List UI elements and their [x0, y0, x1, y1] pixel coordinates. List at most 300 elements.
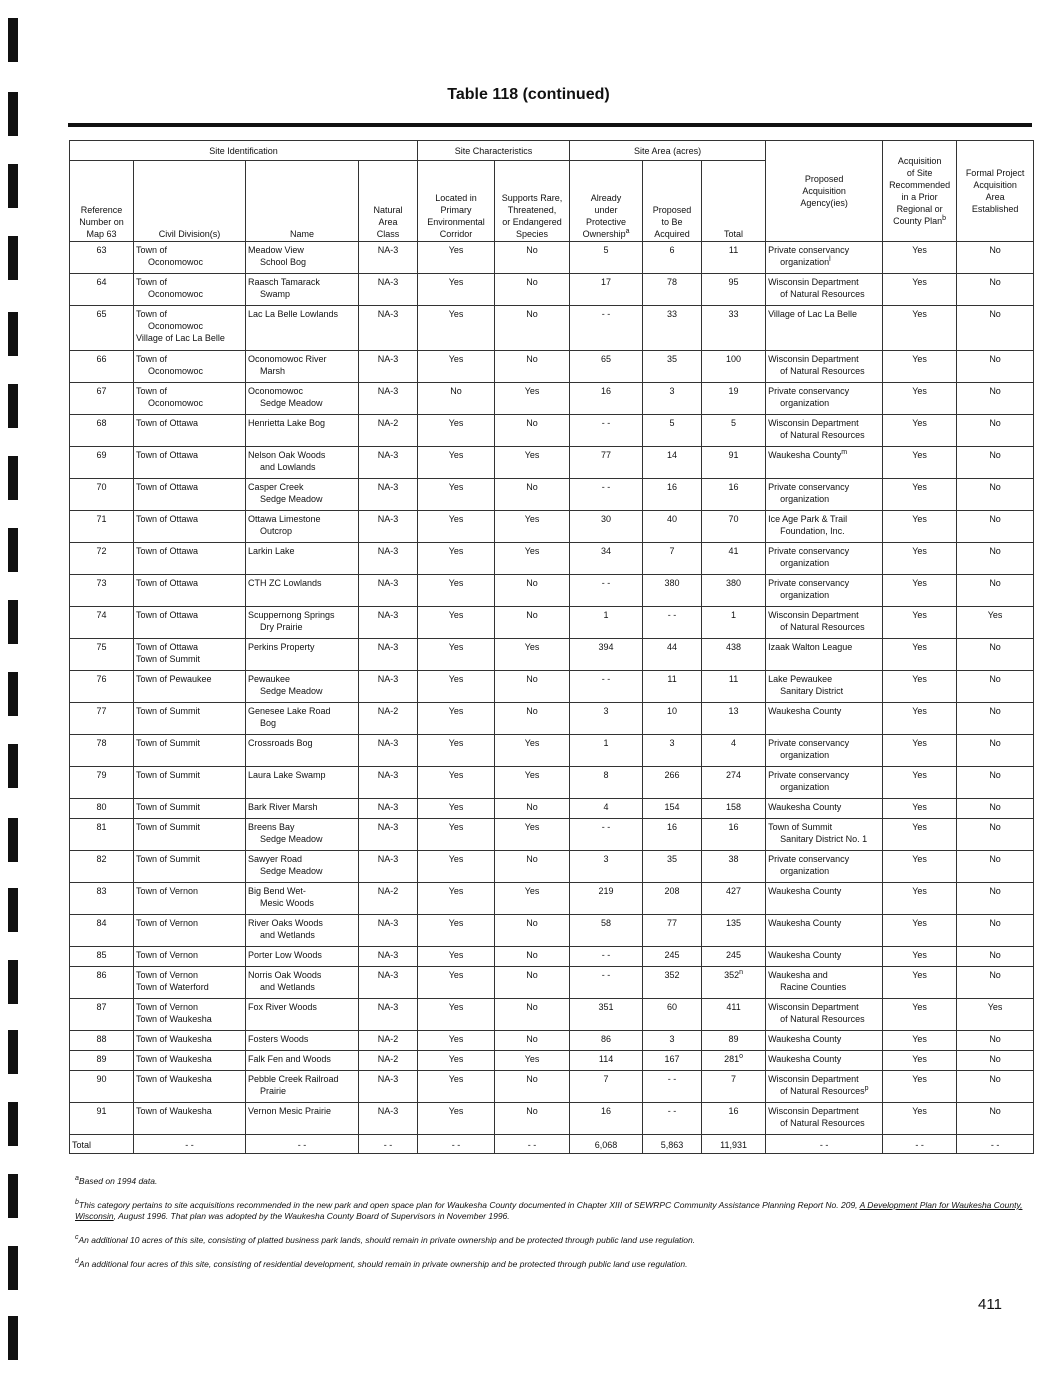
- table-row: [70, 274, 1034, 306]
- cell-prior-plan: Yes: [883, 851, 957, 883]
- cell-species: No: [495, 967, 570, 999]
- cell-reference: 84: [70, 915, 134, 947]
- cell-total: 281$^o$: [702, 1051, 766, 1071]
- cell-natural-area-class: NA-3: [359, 799, 418, 819]
- cell-reference: 90: [70, 1071, 134, 1103]
- group-header-site-characteristics: Site Characteristics: [418, 141, 570, 161]
- table-row: [70, 767, 1034, 799]
- cell-civil-division: Town of Summit: [134, 767, 246, 799]
- binding-margin: [0, 0, 22, 1379]
- table-row: [70, 383, 1034, 415]
- cell-name: Genesee Lake Road Bog: [246, 703, 359, 735]
- cell-corridor: Yes: [418, 511, 495, 543]
- table-row: [70, 851, 1034, 883]
- table-row: [70, 671, 1034, 703]
- col-header-ownership: Already under Protective Ownership$^a$: [570, 161, 643, 242]
- cell-proposed: 16: [643, 479, 702, 511]
- cell-reference: 74: [70, 607, 134, 639]
- cell-species: No: [495, 915, 570, 947]
- cell-ownership: - -: [570, 967, 643, 999]
- cell-agency: Private conservancy organization: [766, 767, 883, 799]
- total-cell-spec: - -: [495, 1135, 570, 1154]
- footnote-d: $^d$An additional four acres of this site, consisting of residential development, should remain in private ownership and be protected through public land use regulation.: [75, 1258, 688, 1269]
- cell-corridor: Yes: [418, 543, 495, 575]
- cell-reference: 75: [70, 639, 134, 671]
- total-row: [70, 1135, 1034, 1154]
- binding-mark: [8, 1246, 18, 1290]
- cell-proposed: 33: [643, 306, 702, 351]
- cell-total: 19: [702, 383, 766, 415]
- cell-agency: Wisconsin Department of Natural Resources: [766, 415, 883, 447]
- cell-corridor: Yes: [418, 1031, 495, 1051]
- cell-corridor: Yes: [418, 1071, 495, 1103]
- total-cell-civil: - -: [134, 1135, 246, 1154]
- footnote-c: $^c$An additional 10 acres of this site, consisting of platted business park lands, should remain in private ownership and be protected through public land use regulation.: [75, 1234, 696, 1245]
- cell-species: No: [495, 671, 570, 703]
- cell-prior-plan: Yes: [883, 1103, 957, 1135]
- cell-prior-plan: Yes: [883, 1031, 957, 1051]
- cell-agency: Waukesha County: [766, 1031, 883, 1051]
- cell-civil-division: Town of Ottawa: [134, 479, 246, 511]
- cell-reference: 77: [70, 703, 134, 735]
- cell-prior-plan: Yes: [883, 306, 957, 351]
- cell-proposed: 77: [643, 915, 702, 947]
- footnotes: [75, 1176, 1035, 1283]
- cell-natural-area-class: NA-3: [359, 383, 418, 415]
- cell-civil-division: Town of Vernon Town of Waterford: [134, 967, 246, 999]
- cell-prior-plan: Yes: [883, 1051, 957, 1071]
- cell-prior-plan: Yes: [883, 1071, 957, 1103]
- cell-prior-plan: Yes: [883, 274, 957, 306]
- cell-formal-project: No: [957, 1051, 1034, 1071]
- cell-species: No: [495, 479, 570, 511]
- cell-proposed: 16: [643, 819, 702, 851]
- cell-corridor: Yes: [418, 306, 495, 351]
- cell-corridor: Yes: [418, 575, 495, 607]
- cell-formal-project: Yes: [957, 607, 1034, 639]
- cell-prior-plan: Yes: [883, 671, 957, 703]
- cell-reference: 81: [70, 819, 134, 851]
- cell-prior-plan: Yes: [883, 607, 957, 639]
- table-row: [70, 947, 1034, 967]
- cell-name: Falk Fen and Woods: [246, 1051, 359, 1071]
- cell-prior-plan: Yes: [883, 703, 957, 735]
- cell-natural-area-class: NA-3: [359, 671, 418, 703]
- cell-civil-division: Town of Vernon: [134, 947, 246, 967]
- cell-name: Breens Bay Sedge Meadow: [246, 819, 359, 851]
- table-row: [70, 703, 1034, 735]
- cell-name: Oconomowoc Sedge Meadow: [246, 383, 359, 415]
- data-table: [69, 140, 1034, 1154]
- table-row: [70, 1051, 1034, 1071]
- cell-proposed: 3: [643, 383, 702, 415]
- cell-formal-project: No: [957, 479, 1034, 511]
- cell-total: 5: [702, 415, 766, 447]
- cell-species: No: [495, 1071, 570, 1103]
- cell-civil-division: Town of Ottawa: [134, 543, 246, 575]
- cell-agency: Private conservancy organization: [766, 851, 883, 883]
- cell-species: Yes: [495, 819, 570, 851]
- total-cell-label: Total: [70, 1135, 134, 1154]
- table-row: [70, 351, 1034, 383]
- table-row: [70, 511, 1034, 543]
- cell-agency: Wisconsin Department of Natural Resources: [766, 1103, 883, 1135]
- cell-ownership: - -: [570, 415, 643, 447]
- cell-ownership: 5: [570, 242, 643, 274]
- cell-formal-project: No: [957, 1071, 1034, 1103]
- binding-mark: [8, 744, 18, 788]
- cell-proposed: - -: [643, 1103, 702, 1135]
- col-header-prior-plan: Acquisition of Site Recommended in a Prior Regional or County Plan$^b$: [883, 141, 957, 242]
- cell-proposed: 60: [643, 999, 702, 1031]
- cell-prior-plan: Yes: [883, 735, 957, 767]
- cell-name: Sawyer Road Sedge Meadow: [246, 851, 359, 883]
- cell-total: 411: [702, 999, 766, 1031]
- cell-reference: 76: [70, 671, 134, 703]
- cell-name: Nelson Oak Woods and Lowlands: [246, 447, 359, 479]
- cell-proposed: 380: [643, 575, 702, 607]
- binding-mark: [8, 312, 18, 356]
- cell-agency: Private conservancy organization: [766, 479, 883, 511]
- cell-total: 16: [702, 479, 766, 511]
- cell-corridor: Yes: [418, 351, 495, 383]
- cell-ownership: 351: [570, 999, 643, 1031]
- total-cell-corr: - -: [418, 1135, 495, 1154]
- cell-species: Yes: [495, 543, 570, 575]
- cell-name: Perkins Property: [246, 639, 359, 671]
- table-row: [70, 1031, 1034, 1051]
- cell-name: Bark River Marsh: [246, 799, 359, 819]
- cell-civil-division: Town of Ottawa: [134, 575, 246, 607]
- binding-mark: [8, 818, 18, 862]
- cell-corridor: Yes: [418, 479, 495, 511]
- cell-natural-area-class: NA-3: [359, 306, 418, 351]
- cell-prior-plan: Yes: [883, 947, 957, 967]
- cell-corridor: Yes: [418, 415, 495, 447]
- table-row: [70, 639, 1034, 671]
- cell-prior-plan: Yes: [883, 819, 957, 851]
- total-cell-prop: 5,863: [643, 1135, 702, 1154]
- cell-name: Casper Creek Sedge Meadow: [246, 479, 359, 511]
- cell-name: Lac La Belle Lowlands: [246, 306, 359, 351]
- cell-name: CTH ZC Lowlands: [246, 575, 359, 607]
- cell-ownership: 114: [570, 1051, 643, 1071]
- cell-total: 16: [702, 1103, 766, 1135]
- cell-agency: Waukesha County: [766, 883, 883, 915]
- cell-natural-area-class: NA-3: [359, 607, 418, 639]
- cell-proposed: 40: [643, 511, 702, 543]
- table-row: [70, 1071, 1034, 1103]
- cell-natural-area-class: NA-3: [359, 735, 418, 767]
- cell-formal-project: No: [957, 947, 1034, 967]
- cell-name: Scuppernong Springs Dry Prairie: [246, 607, 359, 639]
- cell-formal-project: No: [957, 511, 1034, 543]
- cell-reference: 89: [70, 1051, 134, 1071]
- cell-ownership: 16: [570, 1103, 643, 1135]
- table-row: [70, 883, 1034, 915]
- cell-formal-project: No: [957, 967, 1034, 999]
- cell-civil-division: Town of Pewaukee: [134, 671, 246, 703]
- cell-corridor: Yes: [418, 999, 495, 1031]
- cell-corridor: Yes: [418, 799, 495, 819]
- cell-reference: 69: [70, 447, 134, 479]
- cell-formal-project: No: [957, 735, 1034, 767]
- cell-reference: 79: [70, 767, 134, 799]
- cell-proposed: - -: [643, 607, 702, 639]
- cell-proposed: 352: [643, 967, 702, 999]
- cell-species: No: [495, 999, 570, 1031]
- cell-total: 438: [702, 639, 766, 671]
- cell-formal-project: No: [957, 447, 1034, 479]
- cell-total: 91: [702, 447, 766, 479]
- cell-natural-area-class: NA-3: [359, 851, 418, 883]
- cell-ownership: - -: [570, 575, 643, 607]
- cell-proposed: 35: [643, 351, 702, 383]
- table-row: [70, 799, 1034, 819]
- cell-reference: 63: [70, 242, 134, 274]
- cell-species: No: [495, 575, 570, 607]
- cell-total: 4: [702, 735, 766, 767]
- col-header-agency: Proposed Acquisition Agency(ies): [766, 141, 883, 242]
- cell-total: 352$^n$: [702, 967, 766, 999]
- cell-reference: 86: [70, 967, 134, 999]
- col-header-species: Supports Rare, Threatened, or Endangered Species: [495, 161, 570, 242]
- cell-species: No: [495, 799, 570, 819]
- binding-mark: [8, 236, 18, 280]
- cell-agency: Wisconsin Department of Natural Resources$^p$: [766, 1071, 883, 1103]
- cell-agency: Wisconsin Department of Natural Resources: [766, 351, 883, 383]
- cell-civil-division: Town of Ottawa: [134, 607, 246, 639]
- cell-formal-project: No: [957, 671, 1034, 703]
- cell-species: No: [495, 947, 570, 967]
- cell-species: Yes: [495, 735, 570, 767]
- cell-corridor: Yes: [418, 819, 495, 851]
- cell-formal-project: No: [957, 639, 1034, 671]
- cell-ownership: 58: [570, 915, 643, 947]
- cell-corridor: Yes: [418, 767, 495, 799]
- cell-name: Larkin Lake: [246, 543, 359, 575]
- table-row: [70, 1103, 1034, 1135]
- cell-agency: Waukesha County$^m$: [766, 447, 883, 479]
- cell-total: 95: [702, 274, 766, 306]
- cell-name: Oconomowoc River Marsh: [246, 351, 359, 383]
- cell-corridor: Yes: [418, 1103, 495, 1135]
- cell-natural-area-class: NA-2: [359, 883, 418, 915]
- cell-natural-area-class: NA-3: [359, 1071, 418, 1103]
- cell-natural-area-class: NA-3: [359, 967, 418, 999]
- cell-ownership: - -: [570, 479, 643, 511]
- cell-civil-division: Town of Oconomowoc Village of Lac La Belle: [134, 306, 246, 351]
- cell-reference: 65: [70, 306, 134, 351]
- cell-ownership: 3: [570, 703, 643, 735]
- cell-total: 38: [702, 851, 766, 883]
- total-cell-cls: - -: [359, 1135, 418, 1154]
- table-row: [70, 735, 1034, 767]
- cell-name: Big Bend Wet- Mesic Woods: [246, 883, 359, 915]
- cell-natural-area-class: NA-3: [359, 242, 418, 274]
- cell-formal-project: No: [957, 851, 1034, 883]
- cell-reference: 82: [70, 851, 134, 883]
- cell-species: Yes: [495, 1051, 570, 1071]
- cell-ownership: 1: [570, 607, 643, 639]
- cell-species: No: [495, 415, 570, 447]
- cell-species: No: [495, 274, 570, 306]
- cell-corridor: Yes: [418, 447, 495, 479]
- cell-ownership: - -: [570, 671, 643, 703]
- cell-prior-plan: Yes: [883, 479, 957, 511]
- cell-agency: Izaak Walton League: [766, 639, 883, 671]
- cell-name: Fosters Woods: [246, 1031, 359, 1051]
- cell-natural-area-class: NA-3: [359, 767, 418, 799]
- cell-ownership: 1: [570, 735, 643, 767]
- cell-name: Pewaukee Sedge Meadow: [246, 671, 359, 703]
- cell-prior-plan: Yes: [883, 799, 957, 819]
- cell-civil-division: Town of Waukesha: [134, 1071, 246, 1103]
- cell-reference: 68: [70, 415, 134, 447]
- binding-mark: [8, 1174, 18, 1218]
- cell-proposed: 78: [643, 274, 702, 306]
- cell-ownership: 4: [570, 799, 643, 819]
- cell-species: Yes: [495, 767, 570, 799]
- cell-total: 89: [702, 1031, 766, 1051]
- cell-corridor: Yes: [418, 947, 495, 967]
- cell-species: No: [495, 351, 570, 383]
- cell-ownership: 77: [570, 447, 643, 479]
- cell-agency: Private conservancy organization: [766, 543, 883, 575]
- cell-agency: Waukesha County: [766, 703, 883, 735]
- cell-proposed: 3: [643, 735, 702, 767]
- cell-prior-plan: Yes: [883, 575, 957, 607]
- cell-natural-area-class: NA-3: [359, 819, 418, 851]
- cell-natural-area-class: NA-3: [359, 915, 418, 947]
- cell-prior-plan: Yes: [883, 511, 957, 543]
- cell-agency: Private conservancy organization: [766, 383, 883, 415]
- cell-formal-project: No: [957, 819, 1034, 851]
- cell-corridor: Yes: [418, 703, 495, 735]
- cell-civil-division: Town of Oconomowoc: [134, 351, 246, 383]
- cell-natural-area-class: NA-3: [359, 543, 418, 575]
- cell-reference: 71: [70, 511, 134, 543]
- cell-agency: Town of Summit Sanitary District No. 1: [766, 819, 883, 851]
- cell-civil-division: Town of Waukesha: [134, 1103, 246, 1135]
- cell-civil-division: Town of Vernon: [134, 883, 246, 915]
- cell-civil-division: Town of Waukesha: [134, 1031, 246, 1051]
- cell-prior-plan: Yes: [883, 447, 957, 479]
- cell-prior-plan: Yes: [883, 915, 957, 947]
- cell-ownership: 17: [570, 274, 643, 306]
- cell-ownership: 34: [570, 543, 643, 575]
- cell-proposed: 245: [643, 947, 702, 967]
- cell-total: 16: [702, 819, 766, 851]
- cell-natural-area-class: NA-3: [359, 1103, 418, 1135]
- cell-civil-division: Town of Vernon: [134, 915, 246, 947]
- cell-natural-area-class: NA-2: [359, 1051, 418, 1071]
- cell-ownership: - -: [570, 306, 643, 351]
- cell-total: 70: [702, 511, 766, 543]
- cell-name: Vernon Mesic Prairie: [246, 1103, 359, 1135]
- cell-formal-project: No: [957, 703, 1034, 735]
- cell-prior-plan: Yes: [883, 383, 957, 415]
- total-cell-own: 6,068: [570, 1135, 643, 1154]
- cell-total: 33: [702, 306, 766, 351]
- cell-proposed: 7: [643, 543, 702, 575]
- col-header-civil-division: Civil Division(s): [134, 161, 246, 242]
- cell-agency: Private conservancy organization$^l$: [766, 242, 883, 274]
- cell-ownership: 65: [570, 351, 643, 383]
- cell-species: Yes: [495, 639, 570, 671]
- cell-reference: 72: [70, 543, 134, 575]
- cell-total: 245: [702, 947, 766, 967]
- cell-reference: 80: [70, 799, 134, 819]
- table-row: [70, 999, 1034, 1031]
- page-number: 411: [978, 1296, 1002, 1313]
- cell-prior-plan: Yes: [883, 351, 957, 383]
- cell-reference: 67: [70, 383, 134, 415]
- cell-ownership: 219: [570, 883, 643, 915]
- binding-mark: [8, 1102, 18, 1146]
- cell-total: 13: [702, 703, 766, 735]
- binding-mark: [8, 1316, 18, 1360]
- cell-prior-plan: Yes: [883, 883, 957, 915]
- cell-name: Crossroads Bog: [246, 735, 359, 767]
- cell-ownership: 8: [570, 767, 643, 799]
- cell-name: Ottawa Limestone Outcrop: [246, 511, 359, 543]
- table-row: [70, 819, 1034, 851]
- cell-corridor: Yes: [418, 883, 495, 915]
- cell-agency: Wisconsin Department of Natural Resources: [766, 274, 883, 306]
- cell-natural-area-class: NA-3: [359, 999, 418, 1031]
- cell-ownership: 86: [570, 1031, 643, 1051]
- cell-reference: 78: [70, 735, 134, 767]
- cell-corridor: Yes: [418, 242, 495, 274]
- cell-agency: Waukesha County: [766, 915, 883, 947]
- cell-civil-division: Town of Summit: [134, 703, 246, 735]
- cell-civil-division: Town of Summit: [134, 735, 246, 767]
- col-header-total: Total: [702, 161, 766, 242]
- cell-species: Yes: [495, 511, 570, 543]
- cell-total: 135: [702, 915, 766, 947]
- cell-proposed: 208: [643, 883, 702, 915]
- cell-reference: 91: [70, 1103, 134, 1135]
- cell-proposed: 154: [643, 799, 702, 819]
- cell-natural-area-class: NA-3: [359, 479, 418, 511]
- binding-mark: [8, 528, 18, 572]
- cell-name: Meadow View School Bog: [246, 242, 359, 274]
- cell-natural-area-class: NA-2: [359, 415, 418, 447]
- cell-corridor: Yes: [418, 274, 495, 306]
- cell-species: Yes: [495, 383, 570, 415]
- cell-total: 158: [702, 799, 766, 819]
- cell-name: Porter Low Woods: [246, 947, 359, 967]
- cell-formal-project: No: [957, 306, 1034, 351]
- cell-corridor: Yes: [418, 1051, 495, 1071]
- cell-species: No: [495, 1103, 570, 1135]
- footnote-b: $^b$This category pertains to site acquisitions recommended in the new park and open space plan for Waukesha County documented in Chapter XIII of SEWRPC Community Assistance Planning Report No. 209, A Development Plan for Waukesha County, Wisconsin, August 1996. That plan was adopted by the Waukesha County Board of Supervisors in November 1996.: [75, 1199, 1023, 1221]
- binding-mark: [8, 672, 18, 716]
- cell-formal-project: No: [957, 767, 1034, 799]
- table-row: [70, 415, 1034, 447]
- cell-prior-plan: Yes: [883, 999, 957, 1031]
- cell-total: 274: [702, 767, 766, 799]
- cell-ownership: 394: [570, 639, 643, 671]
- cell-formal-project: No: [957, 799, 1034, 819]
- cell-name: Pebble Creek Railroad Prairie: [246, 1071, 359, 1103]
- cell-proposed: 266: [643, 767, 702, 799]
- cell-ownership: - -: [570, 819, 643, 851]
- cell-agency: Wisconsin Department of Natural Resources: [766, 607, 883, 639]
- cell-civil-division: Town of Ottawa: [134, 511, 246, 543]
- cell-ownership: 3: [570, 851, 643, 883]
